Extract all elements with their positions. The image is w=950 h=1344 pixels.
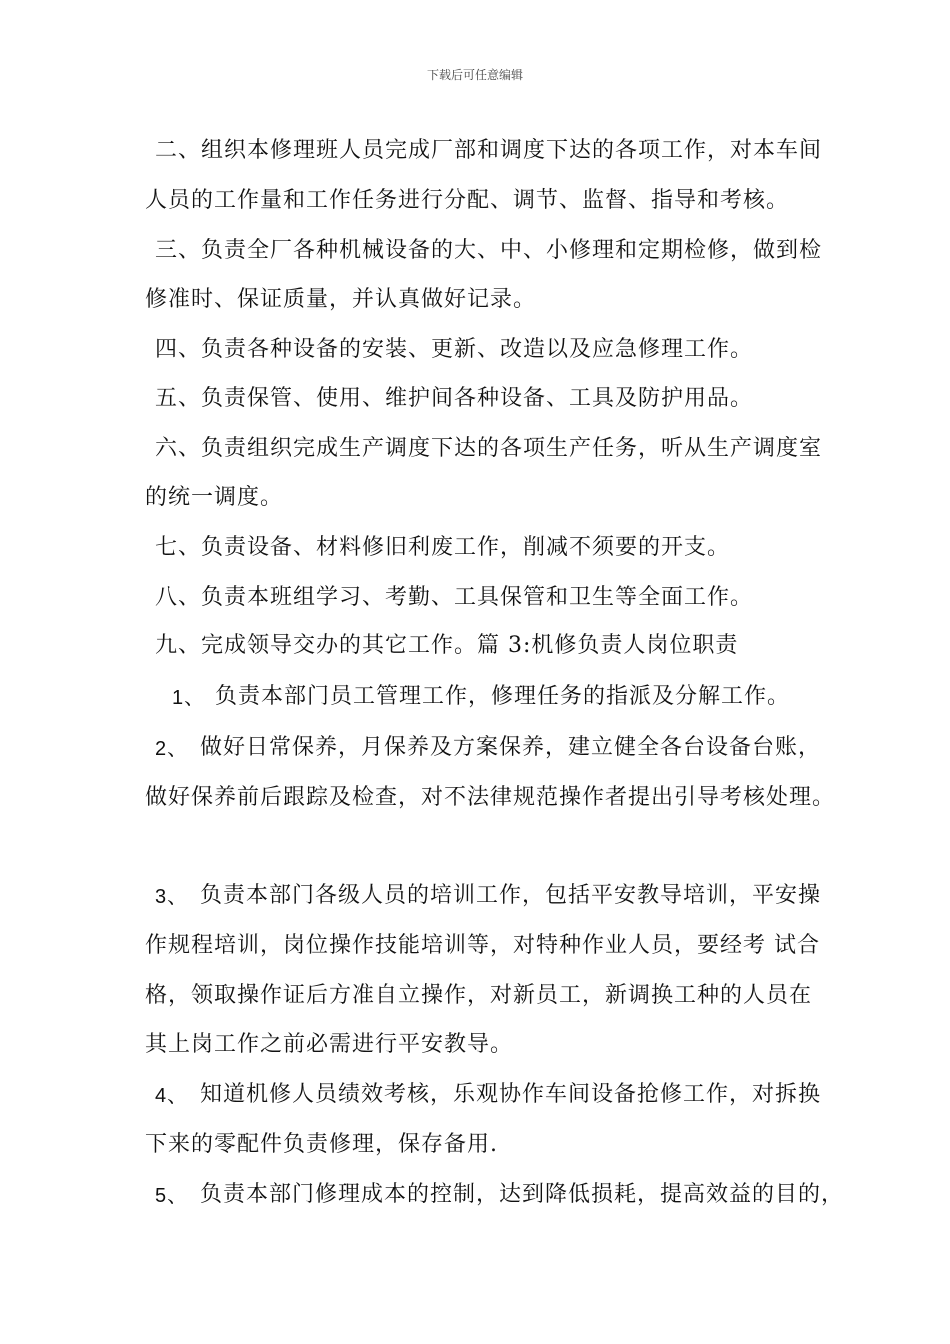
paragraph-line: 三、负责全厂各种机械设备的大、中、小修理和定期检修，做到检 <box>155 238 823 263</box>
paragraph-line: 做好保养前后跟踪及检查，对不法律规范操作者提出引导考核处理。 <box>145 785 836 810</box>
list-number: 1、 <box>172 687 206 709</box>
paragraph-line: 八、负责本班组学习、考勤、工具保管和卫生等全面工作。 <box>155 585 754 610</box>
paragraph-line: 负责本部门员工管理工作，修理任务的指派及分解工作。 <box>215 684 791 709</box>
paragraph-line: 六、负责组织完成生产调度下达的各项生产任务，听从生产调度室 <box>155 436 823 461</box>
paragraph-line: 做好日常保养，月保养及方案保养，建立健全各台设备台账， <box>200 735 822 760</box>
paragraph-line: 人员的工作量和工作任务进行分配、调节、监督、指导和考核。 <box>145 188 790 213</box>
paragraph-line: 格，领取操作证后方准自立操作，对新员工，新调换工种的人员在 <box>145 983 813 1008</box>
list-number: 2、 <box>155 738 189 760</box>
list-number: 5、 <box>155 1185 189 1207</box>
paragraph-line: 二、组织本修理班人员完成厂部和调度下达的各项工作，对本车间 <box>155 138 823 163</box>
paragraph-line: 七、负责设备、材料修旧利废工作，削减不须要的开支。 <box>155 535 731 560</box>
list-number: 4、 <box>155 1085 189 1107</box>
paragraph-line: 九、完成领导交办的其它工作。篇 3:机修负责人岗位职责 <box>155 633 739 658</box>
list-number: 3、 <box>155 886 189 908</box>
paragraph-line: 作规程培训，岗位操作技能培训等，对特种作业人员，要经考 试合 <box>145 933 820 958</box>
paragraph-line: 其上岗工作之前必需进行平安教导。 <box>145 1032 514 1057</box>
paragraph-line: 修准时、保证质量，并认真做好记录。 <box>145 287 537 312</box>
page-header: 下载后可任意编辑 <box>426 68 523 82</box>
paragraph-line: 负责本部门修理成本的控制，达到降低损耗，提高效益的目的， <box>200 1182 845 1207</box>
paragraph-line: 负责本部门各级人员的培训工作，包括平安教导培训，平安操 <box>200 883 822 908</box>
paragraph-line: 下来的零配件负责修理，保存备用. <box>145 1132 498 1157</box>
paragraph-line: 四、负责各种设备的安装、更新、改造以及应急修理工作。 <box>155 337 754 362</box>
paragraph-line: 知道机修人员绩效考核，乐观协作车间设备抢修工作，对拆换 <box>200 1082 822 1107</box>
paragraph-line: 的统一调度。 <box>145 485 284 510</box>
paragraph-line: 五、负责保管、使用、维护间各种设备、工具及防护用品。 <box>155 386 754 411</box>
